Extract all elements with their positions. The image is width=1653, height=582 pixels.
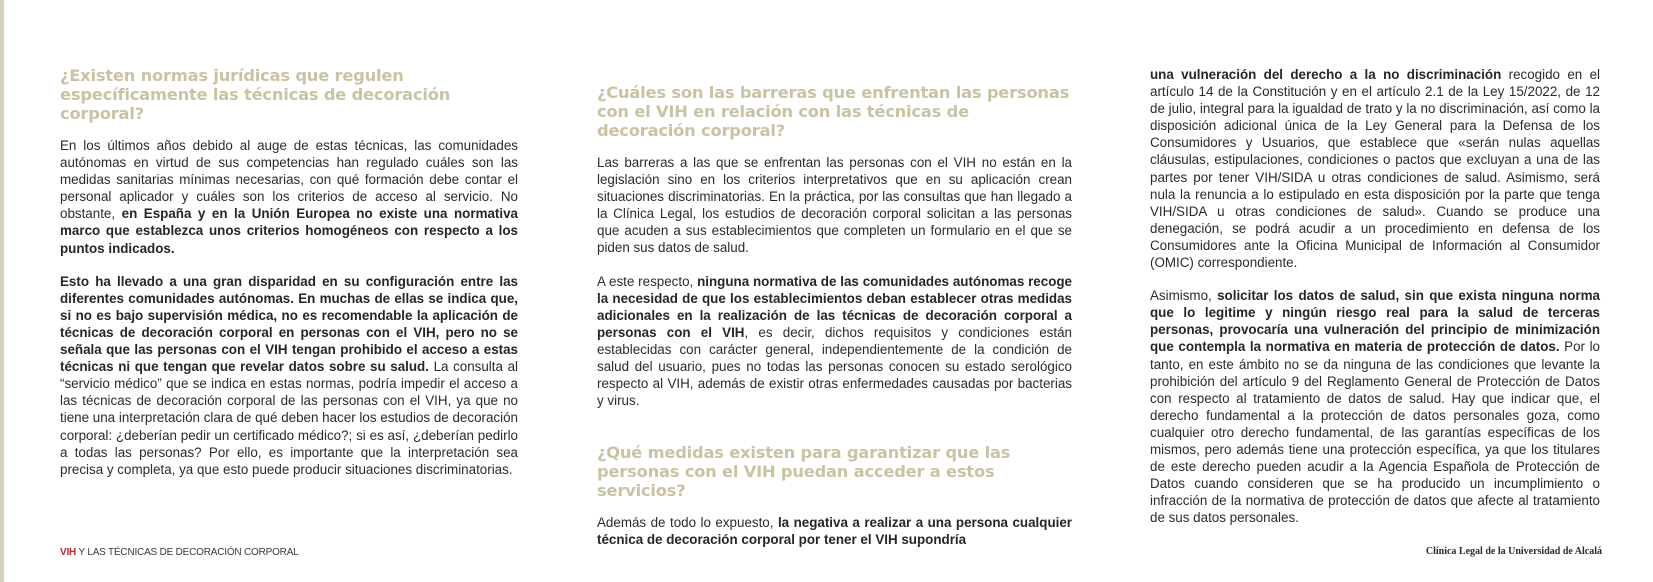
section-heading-regulation: ¿Existen normas jurídicas que regulen específicamente las técnicas de decoración corporal? xyxy=(60,66,451,123)
footer-publication-title xyxy=(60,547,299,558)
column-left xyxy=(60,66,518,478)
column-right xyxy=(1150,66,1600,526)
paragraph-regulation-disparity xyxy=(60,273,518,478)
paragraph-regulation-intro xyxy=(60,137,518,257)
text-run-bold: ninguna normativa de las comunidades autónomas recoge la necesidad de que los establecimientos deban establecer otras medidas adicionales en la realización de las técnicas de decoración corporal a personas con el VIH xyxy=(597,273,1073,340)
text-run-bold: Esto ha llevado a una gran disparidad en su configuración entre las diferentes comunidades autónomas. xyxy=(60,273,518,306)
text-run-bold: en España y en la Unión Europea no existe una normativa marco que establezca unos criterios homogéneos con respecto a los puntos indicados. xyxy=(60,206,518,256)
text-run: La consulta al “servicio médico” que se indica en estas normas, podría impedir el acceso a las técnicas de decoración corporal de las personas con el VIH, ya que no tiene una interpretación clara de qué deben hacer los estudios de decoración corporal: ¿deberían pedir un certificado médico?; si es así, ¿deberían pedirlo a todas las personas? Por ello, es importante que la interpretación sea precisa y completa, ya que esto puede producir situaciones discriminatorias. xyxy=(60,359,518,477)
page-edge-rule xyxy=(0,0,4,582)
paragraph-data-protection xyxy=(1150,287,1600,526)
paragraph-barriers: Las barreras a las que se enfrentan las personas con el VIH no están en la legislación sino en los criterios interpretativos que en su aplicación crean situaciones discriminatorias. En la práctica, por las consultas que han llegado a la Clínica Legal, los estudios de decoración corporal solicitan a las personas que acuden a sus establecimientos que completen un formulario en el que se piden sus datos de salud. xyxy=(597,155,1072,256)
text-run-bold: una vulneración del derecho a la no discriminación xyxy=(1150,67,1502,82)
section-heading-barriers: ¿Cuáles son las barreras que enfrentan las personas con el VIH en relación con las técnicas de decoración corporal? xyxy=(597,83,1070,140)
text-run: A este respecto, xyxy=(597,273,698,289)
paragraph-discrimination xyxy=(1150,66,1600,271)
footer-institution: Clínica Legal de la Universidad de Alcalá xyxy=(1425,546,1602,557)
section-heading-measures: ¿Qué medidas existen para garantizar que las personas con el VIH puedan acceder a estos servicios? xyxy=(597,443,1011,501)
text-run: recogido en el artículo 14 de la Constitución y en el artículo 2.1 de la Ley 15/2022, de 12 de julio, integral para la igualdad de trato y la no discriminación, así como la disposición adicional única de la Ley General para la Defensa de los Consumidores y Usuarios, que establece que «serán nulas aquellas cláusulas, estipulaciones, condiciones o pactos que excluyan a una de las partes por tener VIH/SIDA u otras condiciones de salud. Asimismo, será nula la renuncia a lo estipulado en esta disposición por la parte que tenga VIH/SIDA u otras condiciones de salud». Cuando se produce una denegación, se podrá acudir a un procedimiento en defensa de los Consumidores ante la Oficina Municipal de Información al Consumidor (OMIC) correspondiente. xyxy=(1150,67,1600,271)
text-run: Asimismo, xyxy=(1150,288,1218,304)
text-run: Por lo tanto, en este ámbito no se da ninguna de las condiciones que levante la prohibición del artículo 9 del Reglamento General de Protección de Datos con respecto al tratamiento de datos de salud. Hay que indicar que, el derecho fundamental a la protección de datos personales goza, como cualquier otro derecho fundamental, de las garantías específicas de los mismos, pero además tiene una protección específica, ya que los titulares de este derecho pueden acudir a la Agencia Española de Protección de Datos cuando consideren que se ha producido un incumplimiento o infracción de la normativa de protección de datos que afecte al tratamiento de sus datos personales. xyxy=(1150,339,1601,526)
footer-accent: VIH xyxy=(60,547,77,558)
column-middle xyxy=(597,83,1072,549)
paragraph-measures xyxy=(597,514,1072,548)
text-run: , es decir, dichos requisitos y condiciones están establecidas con carácter general, independientemente de la condición de salud del usuario, pues no todas las personas conocen su estado serológico respecto al VIH, además de existir otras enfermedades causadas por bacterias y virus. xyxy=(597,324,1072,409)
text-run-bold: solicitar los datos de salud, sin que exista ninguna norma que lo legitime y ningún riesgo real para la salud de terceras personas, provocaría una vulneración del principio de minimización que contempla la normativa en materia de protección de datos. xyxy=(1150,288,1600,355)
text-run: En los últimos años debido al auge de estas técnicas, las comunidades autónomas en virtud de sus competencias han regulado cuáles son las medidas sanitarias mínimas necesarias, con qué formación debe contar el personal aplicador y cuáles son los criterios de acceso al servicio. No obstante, xyxy=(60,138,518,222)
footer-title-rest: Y LAS TÉCNICAS DE DECORACIÓN CORPORAL xyxy=(76,547,299,558)
paragraph-barriers-regulation xyxy=(597,273,1072,410)
text-run-bold: En muchas de ellas se indica que, si no es bajo supervisión médica, no es recomendable la aplicación de técnicas de decoración corporal en personas con el VIH, pero no se señala que las personas con el VIH tengan prohibido el acceso a estas técnicas ni que tengan que revelar datos sobre su salud. xyxy=(60,290,518,375)
text-run-bold: la negativa a realizar a una persona cualquier técnica de decoración corporal por tener el VIH supondría xyxy=(597,515,1073,548)
text-run: Además de todo lo expuesto, xyxy=(597,515,778,531)
